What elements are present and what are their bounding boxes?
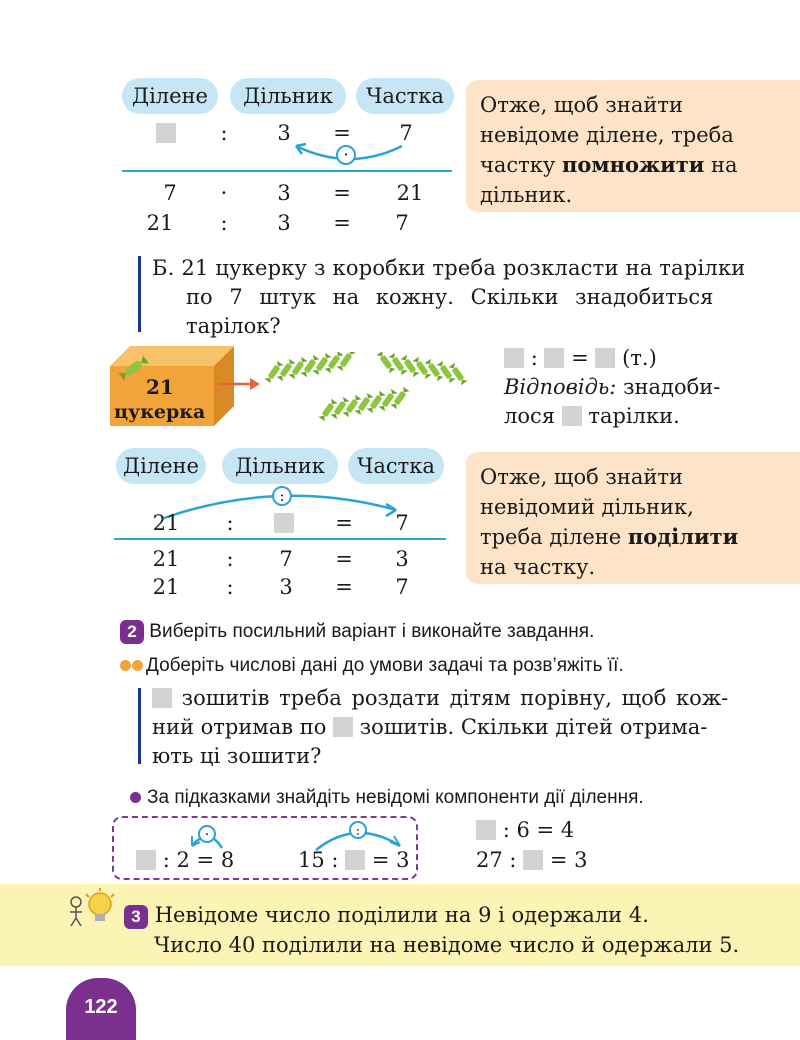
header-divisor: Дільник bbox=[230, 78, 346, 114]
hint1-expression: : 2 = 8 bbox=[136, 846, 234, 875]
header-dividend: Ділене bbox=[116, 448, 206, 484]
quotient-value: 7 bbox=[399, 121, 413, 145]
row1-eq: = bbox=[335, 511, 353, 535]
rule-line: невідоме ділене, треба bbox=[480, 123, 734, 147]
unknown-dividend-box[interactable] bbox=[146, 120, 186, 146]
candy-groups-illustration bbox=[262, 352, 476, 424]
row3-a: 21 bbox=[146, 211, 174, 235]
answer-box-3[interactable] bbox=[595, 348, 615, 368]
equals-sign: = bbox=[333, 121, 351, 145]
arc-sign-divide: : bbox=[279, 487, 285, 505]
dot-icon bbox=[130, 792, 141, 803]
row1-c: 7 bbox=[395, 511, 409, 535]
rule-box-divisor bbox=[466, 452, 800, 584]
arrow-right-icon bbox=[216, 376, 262, 392]
answer-label: Відповідь: bbox=[504, 375, 617, 399]
row1-a: 21 bbox=[152, 511, 180, 535]
row3-b: 3 bbox=[277, 211, 291, 235]
header-dividend: Ділене bbox=[122, 78, 218, 114]
rule-line: Отже, щоб знайти bbox=[480, 465, 683, 489]
arc-sign-multiply: · bbox=[343, 145, 349, 164]
divider-line bbox=[122, 170, 452, 172]
box-count: 21 bbox=[146, 375, 174, 399]
answer-box-4[interactable] bbox=[562, 406, 582, 426]
row2-c: 3 bbox=[395, 547, 409, 571]
row2-c: 21 bbox=[396, 181, 424, 205]
header-divisor: Дільник bbox=[222, 448, 338, 484]
hint2-sign: : bbox=[355, 824, 361, 839]
equation-1: : 6 = 4 bbox=[476, 816, 574, 845]
row3-c: 7 bbox=[395, 575, 409, 599]
blank-box[interactable] bbox=[345, 850, 365, 870]
blank-box[interactable] bbox=[333, 717, 353, 737]
row3-c: 7 bbox=[395, 211, 409, 235]
answer-box-1[interactable] bbox=[504, 348, 524, 368]
hint1-sign: · bbox=[204, 827, 210, 843]
row2-op: : bbox=[226, 547, 234, 571]
blank-box[interactable] bbox=[152, 688, 172, 708]
unknown-divisor-box[interactable] bbox=[264, 510, 304, 536]
multiply-arrow-arc bbox=[280, 138, 420, 178]
header-quotient: Частка bbox=[356, 78, 454, 114]
divisor-value: 3 bbox=[277, 121, 291, 145]
row3-b: 3 bbox=[279, 575, 293, 599]
page-number: 122 bbox=[66, 978, 136, 1040]
row2-eq: = bbox=[333, 181, 351, 205]
row2-a: 21 bbox=[152, 547, 180, 571]
blank-box[interactable] bbox=[136, 850, 156, 870]
answer-box-2[interactable] bbox=[544, 348, 564, 368]
row3-op: : bbox=[226, 575, 234, 599]
lightbulb-icon bbox=[64, 888, 120, 928]
task2-instruction: 2 Виберіть посильний варіант і виконайте завдання. bbox=[120, 620, 594, 644]
hint2-expression: 15 : = 3 bbox=[298, 848, 410, 872]
blank-box[interactable] bbox=[476, 820, 496, 840]
task-b-equation: : = (т.) bbox=[504, 344, 794, 373]
task3-text: 3 Невідоме число поділили на 9 і одержали 4. Число 40 поділили на невідоме число й одержали 5. bbox=[124, 900, 790, 960]
row2-b: 3 bbox=[277, 181, 291, 205]
task-bar bbox=[138, 688, 141, 764]
two-dots-icon bbox=[120, 654, 146, 678]
row2-b: 7 bbox=[279, 547, 293, 571]
rule-line: Отже, щоб знайти bbox=[480, 93, 683, 117]
task-number-badge: 2 bbox=[120, 620, 144, 644]
task-number-badge: 3 bbox=[124, 905, 148, 929]
rule-line: дільник. bbox=[480, 183, 573, 207]
row3-op: : bbox=[220, 211, 228, 235]
row3-eq: = bbox=[335, 575, 353, 599]
task2-option2: За підказками знайдіть невідомі компоненти дії ділення. bbox=[130, 786, 644, 810]
row3-eq: = bbox=[333, 211, 351, 235]
row3-a: 21 bbox=[152, 575, 180, 599]
row1-op: : bbox=[226, 511, 234, 535]
rule-line: треба ділене поділити bbox=[480, 524, 739, 549]
row2-a: 7 bbox=[163, 181, 177, 205]
header-quotient: Частка bbox=[348, 448, 444, 484]
rule-line: частку помножити на bbox=[480, 152, 738, 177]
row2-eq: = bbox=[335, 547, 353, 571]
row2-op: · bbox=[220, 181, 228, 205]
op-divide: : bbox=[220, 121, 228, 145]
task2-option1: Доберіть числові дані до умови задачі та розв’яжіть її. bbox=[120, 654, 624, 678]
blank-box[interactable] bbox=[523, 850, 543, 870]
task-bar bbox=[138, 256, 141, 332]
rule-line: невідомий дільник, bbox=[480, 495, 694, 519]
rule-line: на частку. bbox=[480, 555, 596, 579]
rule-box-dividend bbox=[466, 80, 800, 212]
divider-line bbox=[114, 538, 446, 540]
task-b-answer: : = (т.) Відповідь: знадоби- лося тарілки. bbox=[504, 344, 794, 431]
task2-problem: зошитів треба роздати дітям порівну, щоб кож- ний отримав по зошитів. Скільки дітей отрима- ють ці зошити? bbox=[152, 686, 729, 768]
box-label: цукерка bbox=[114, 401, 206, 423]
equation-2: 27 : = 3 bbox=[476, 848, 588, 872]
task-b-text: Б. 21 цукерку з коробки треба розкласти на тарілки по 7 штук на кожну. Скільки знадобиться тарілок? bbox=[152, 256, 746, 338]
